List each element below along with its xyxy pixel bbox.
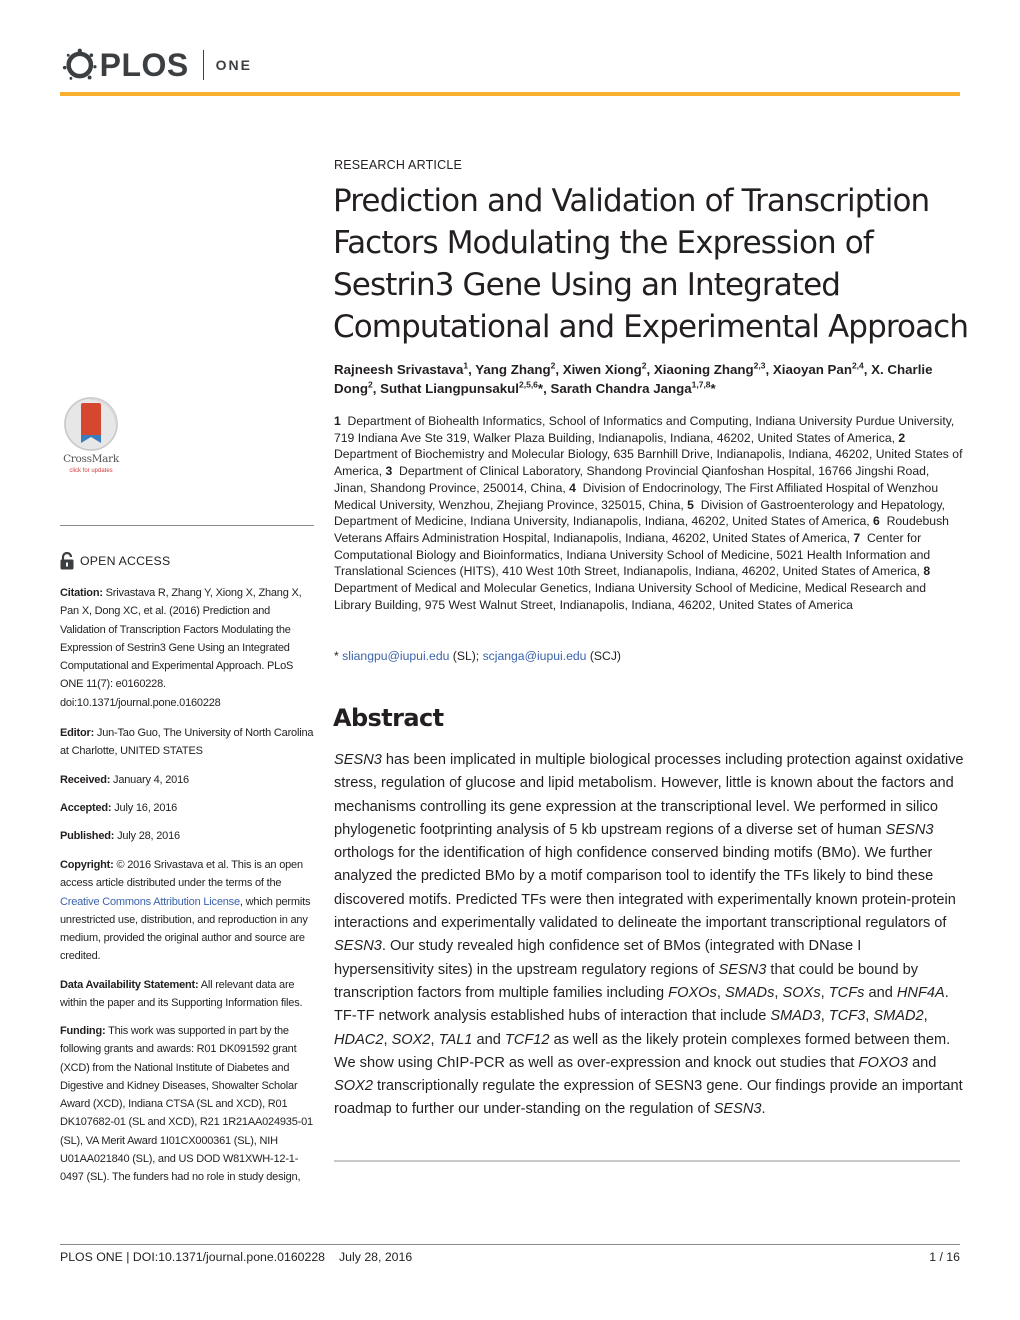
gene-name: SESN3	[713, 1101, 762, 1118]
footer-citation	[60, 1250, 412, 1264]
published-block	[60, 827, 316, 845]
gene-name: SESN3	[334, 752, 382, 768]
abstract-text: ,	[716, 984, 725, 1001]
affiliation-text: Department of Biochemistry and Molecular Biology, 635 Barnhill Drive, Indianapolis, Indiana, 46202, United States of America,	[334, 430, 963, 479]
header-rule	[60, 92, 960, 96]
affiliation-number: 5	[687, 497, 694, 512]
copyright-text-2: , which permits unrestricted use, distribution, and reproduction in any medium, provided the original author and source are credited.	[60, 895, 311, 963]
data-availability-text: All relevant data are within the paper and its Supporting Information files.	[60, 979, 303, 1010]
email-label-sl: (SL);	[449, 649, 483, 663]
journal-logo[interactable]	[62, 42, 252, 88]
abstract-divider	[334, 1160, 960, 1162]
editor-text: Jun-Tao Guo, The University of North Carolina at Charlotte, UNITED STATES	[60, 727, 314, 758]
abstract-text: orthologs for the identification of high confidence conserved binding motifs (BMo). We further analyzed the predicted BMo by a motif comparison tool to identify the TFs likely to bind these discovered motifs. Predicted TFs were then integrated with experimentally known protein-protein interactions and experimentally validated to delineate the important transcriptional regulators of	[334, 845, 956, 932]
published-label: Published:	[60, 830, 115, 842]
email-link-scj[interactable]: scjanga@iupui.edu	[482, 649, 587, 663]
plos-logo-icon	[62, 46, 98, 84]
editor-block	[60, 724, 316, 761]
abstract-text: and	[864, 984, 897, 1001]
author-affiliation-marker: 2	[367, 379, 373, 390]
affiliation-text: Roudebush Veterans Affairs Administration Hospital, Indianapolis, Indiana, 46202, United States of America,	[334, 514, 949, 545]
author-name: Sarath Chandra Janga	[550, 381, 692, 396]
author-affiliation-marker: 2	[550, 360, 556, 371]
author-affiliation-marker: 2,5,6	[519, 379, 538, 390]
data-availability-label: Data Availability Statement:	[60, 979, 199, 991]
copyright-text-1: © 2016 Srivastava et al. This is an open access article distributed under the terms of the	[60, 859, 303, 890]
author-name: Suthat Liangpunsakul	[380, 381, 519, 396]
gene-name: FOXO3	[858, 1054, 909, 1071]
affiliation-text: Division of Endocrinology, The First Affiliated Hospital of Wenzhou Medical University, Wenzhou, Zhejiang Province, 325015, China,	[334, 480, 939, 512]
open-access-badge	[60, 552, 170, 570]
author-separator: ,	[765, 362, 773, 377]
author-affiliation-marker: 1	[463, 360, 469, 371]
gene-name: HNF4A	[896, 984, 945, 1001]
abstract-text: . TF-TF network analysis established hubs of interaction that include	[334, 984, 949, 1025]
abstract-text: as well as the likely protein complexes formed between them. We show using ChIP-PCR as well as over-expression and knock out studies that	[334, 1031, 951, 1071]
author-separator: ,	[555, 362, 563, 377]
author-affiliation-marker: 2,3	[753, 360, 766, 371]
citation-block	[60, 584, 316, 712]
crossmark-badge[interactable]	[58, 395, 124, 480]
affiliation-text: Department of Clinical Laboratory, Shandong Provincial Qianfoshan Hospital, 16766 Jingshi Road, Jinan, Shandong Province, 250014, China,	[334, 464, 930, 495]
abstract-text: ,	[430, 1031, 439, 1048]
abstract-text: ,	[820, 984, 829, 1001]
email-link-sl[interactable]: sliangpu@iupui.edu	[342, 649, 450, 663]
received-block	[60, 771, 316, 789]
author-separator: *,	[537, 381, 551, 396]
abstract-text: that could be bound by transcription factors from multiple families including	[334, 961, 919, 1001]
author-name: Xiwen Xiong	[562, 362, 642, 377]
received-label: Received:	[60, 774, 111, 786]
abstract-heading: Abstract	[333, 704, 444, 732]
email-label-scj: (SCJ)	[586, 649, 621, 663]
accepted-block	[60, 799, 316, 817]
gene-name: HDAC2	[334, 1031, 384, 1048]
affiliation-number: 1	[334, 414, 341, 428]
accepted-date: July 16, 2016	[111, 802, 178, 814]
crossmark-label: CrossMark	[63, 453, 119, 465]
abstract-text: and	[472, 1031, 505, 1048]
author-separator: *	[710, 381, 716, 396]
open-access-label: OPEN ACCESS	[80, 554, 171, 568]
abstract-text: ,	[774, 984, 783, 1001]
corresponding-star: *	[334, 649, 343, 663]
author-name: Yang Zhang	[475, 362, 551, 377]
funding-block	[60, 1022, 316, 1187]
received-date: January 4, 2016	[110, 774, 189, 786]
funding-label: Funding:	[60, 1025, 106, 1037]
author-separator: ,	[646, 362, 654, 377]
journal-subname: ONE	[215, 57, 252, 73]
gene-name: SOXs	[782, 984, 821, 1001]
gene-name: SOX2	[391, 1031, 431, 1048]
copyright-block	[60, 856, 316, 966]
abstract-text: ,	[865, 1008, 874, 1025]
gene-name: SESN3	[885, 821, 934, 838]
abstract-text: ,	[383, 1031, 392, 1048]
affiliation-number: 3	[385, 464, 393, 479]
sidebar-rule	[60, 525, 314, 526]
affiliation-text: Division of Gastroenterology and Hepatology, Department of Medicine, Indiana University, Indianapolis, Indiana, 46202, United States of America,	[334, 497, 946, 529]
affiliation-number: 7	[853, 530, 861, 545]
affiliation-text: Department of Medical and Molecular Genetics, Indiana University School of Medicine, Medical Research and Library Building, 975 West Walnut Street, Indianapolis, Indiana, 46202, United States of America	[334, 564, 934, 612]
gene-name: SESN3	[334, 938, 382, 955]
gene-name: TCF3	[828, 1008, 866, 1025]
accepted-label: Accepted:	[60, 802, 112, 814]
affiliation-number: 2	[898, 430, 906, 445]
footer-rule	[60, 1244, 960, 1245]
affiliation-text: Department of Biohealth Informatics, School of Informatics and Computing, Indiana University Purdue University, 719 Indiana Ave Ste 319, Walker Plaza Building, Indianapolis, Indiana, 46202, United States of America,	[334, 414, 955, 445]
abstract-text: and	[908, 1054, 937, 1071]
citation-text: Srivastava R, Zhang Y, Xiong X, Zhang X, Pan X, Dong XC, et al. (2016) Prediction and Validation of Transcription Factors Modulating the Expression of Sestrin3 Gene Using an Integrated Computational and Experimental Approach. PLoS ONE 11(7): e0160228. doi:10.1371/journal.pone.0160228	[60, 587, 302, 709]
author-affiliation-marker: 1,7,8	[691, 379, 711, 390]
page-number: 1 / 16	[929, 1250, 960, 1264]
gene-name: TCFs	[828, 984, 865, 1001]
gene-name: TAL1	[438, 1031, 473, 1048]
author-name: X. Charlie Dong	[334, 362, 933, 396]
footer-journal-doi: PLOS ONE | DOI:10.1371/journal.pone.0160228	[60, 1250, 326, 1264]
affiliation-number: 6	[873, 514, 880, 529]
author-name: Rajneesh Srivastava	[334, 362, 464, 377]
author-list	[334, 360, 964, 398]
abstract-text: transcriptionally regulate the expression of SESN3 gene. Our findings provide an important roadmap to further our under-standing on the regulation of	[334, 1078, 963, 1118]
author-name: Xiaoning Zhang	[653, 362, 754, 377]
abstract-text: ,	[820, 1008, 829, 1025]
logo-divider	[203, 50, 204, 80]
correspondence	[334, 648, 964, 664]
article-title: Prediction and Validation of Transcription Factors Modulating the Expression of Sestrin3 Gene Using an Integrated Computational and Experimental Approach	[333, 183, 969, 345]
author-separator: ,	[372, 381, 381, 396]
unlock-icon	[60, 552, 74, 570]
affiliations	[334, 413, 964, 613]
affiliation-number: 4	[569, 480, 576, 495]
license-link[interactable]: Creative Commons Attribution License	[60, 895, 240, 908]
abstract-text: has been implicated in multiple biological processes including protection against oxidative stress, regulation of glucose and lipid metabolism. However, little is known about the factors and mechanisms controlling its gene expression at the transcriptional level. We performed in silico phylogenetic footprinting analysis of 5 kb upstream regions of a diverse set of human	[334, 752, 964, 838]
gene-name: SESN3	[718, 961, 767, 978]
abstract-text: ,	[923, 1008, 928, 1025]
gene-name: SMAD3	[770, 1008, 821, 1025]
published-date: July 28, 2016	[114, 830, 180, 842]
author-separator: ,	[468, 362, 476, 377]
abstract-body	[334, 749, 964, 1122]
abstract-text: . Our study revealed high confidence set of BMos (integrated with DNase I hypersensitivity sites) in the upstream regulatory regions of	[334, 938, 862, 978]
footer-date: July 28, 2016	[339, 1250, 413, 1264]
affiliation-text: Center for Computational Biology and Bioinformatics, Indiana University School of Medicine, 5021 Health Information and Translational Sciences (HITS), 410 West 10th Street, Indianapolis, Indiana, 46202, United States of America,	[334, 530, 931, 579]
author-affiliation-marker: 2	[641, 360, 647, 371]
gene-name: SMADs	[724, 984, 775, 1001]
gene-name: SOX2	[334, 1078, 373, 1095]
author-name: Xiaoyan Pan	[772, 362, 852, 377]
article-type: RESEARCH ARTICLE	[334, 158, 463, 172]
gene-name: TCF12	[504, 1031, 550, 1048]
funding-text: This work was supported in part by the following grants and awards: R01 DK091592 grant (XCD) from the National Institute of Diabetes and Digestive and Kidney Diseases, Showalter Scholar Award (XCD), Indiana CTSA (SL and XCD), R01 DK107682-01 (SL and XCD), R21 1R21AA024935-01 (SL), VA Merit Award 1I01CX000361 (SL), NIH U01AA021840 (SL), and US DOD W81XWH-12-1-0497 (SL). The funders had no role in study design,	[60, 1025, 313, 1184]
crossmark-sublabel: click for updates	[69, 468, 113, 474]
citation-label: Citation:	[60, 587, 103, 599]
abstract-text: .	[761, 1101, 766, 1118]
author-separator: ,	[863, 362, 872, 377]
copyright-label: Copyright:	[60, 859, 114, 871]
editor-label: Editor:	[60, 727, 95, 739]
author-affiliation-marker: 2,4	[851, 360, 864, 371]
gene-name: FOXOs	[668, 984, 717, 1001]
data-availability-block	[60, 976, 316, 1013]
affiliation-number: 8	[923, 564, 931, 579]
gene-name: SMAD2	[873, 1008, 924, 1025]
journal-name: PLOS	[99, 46, 189, 83]
crossmark-icon	[58, 395, 124, 453]
